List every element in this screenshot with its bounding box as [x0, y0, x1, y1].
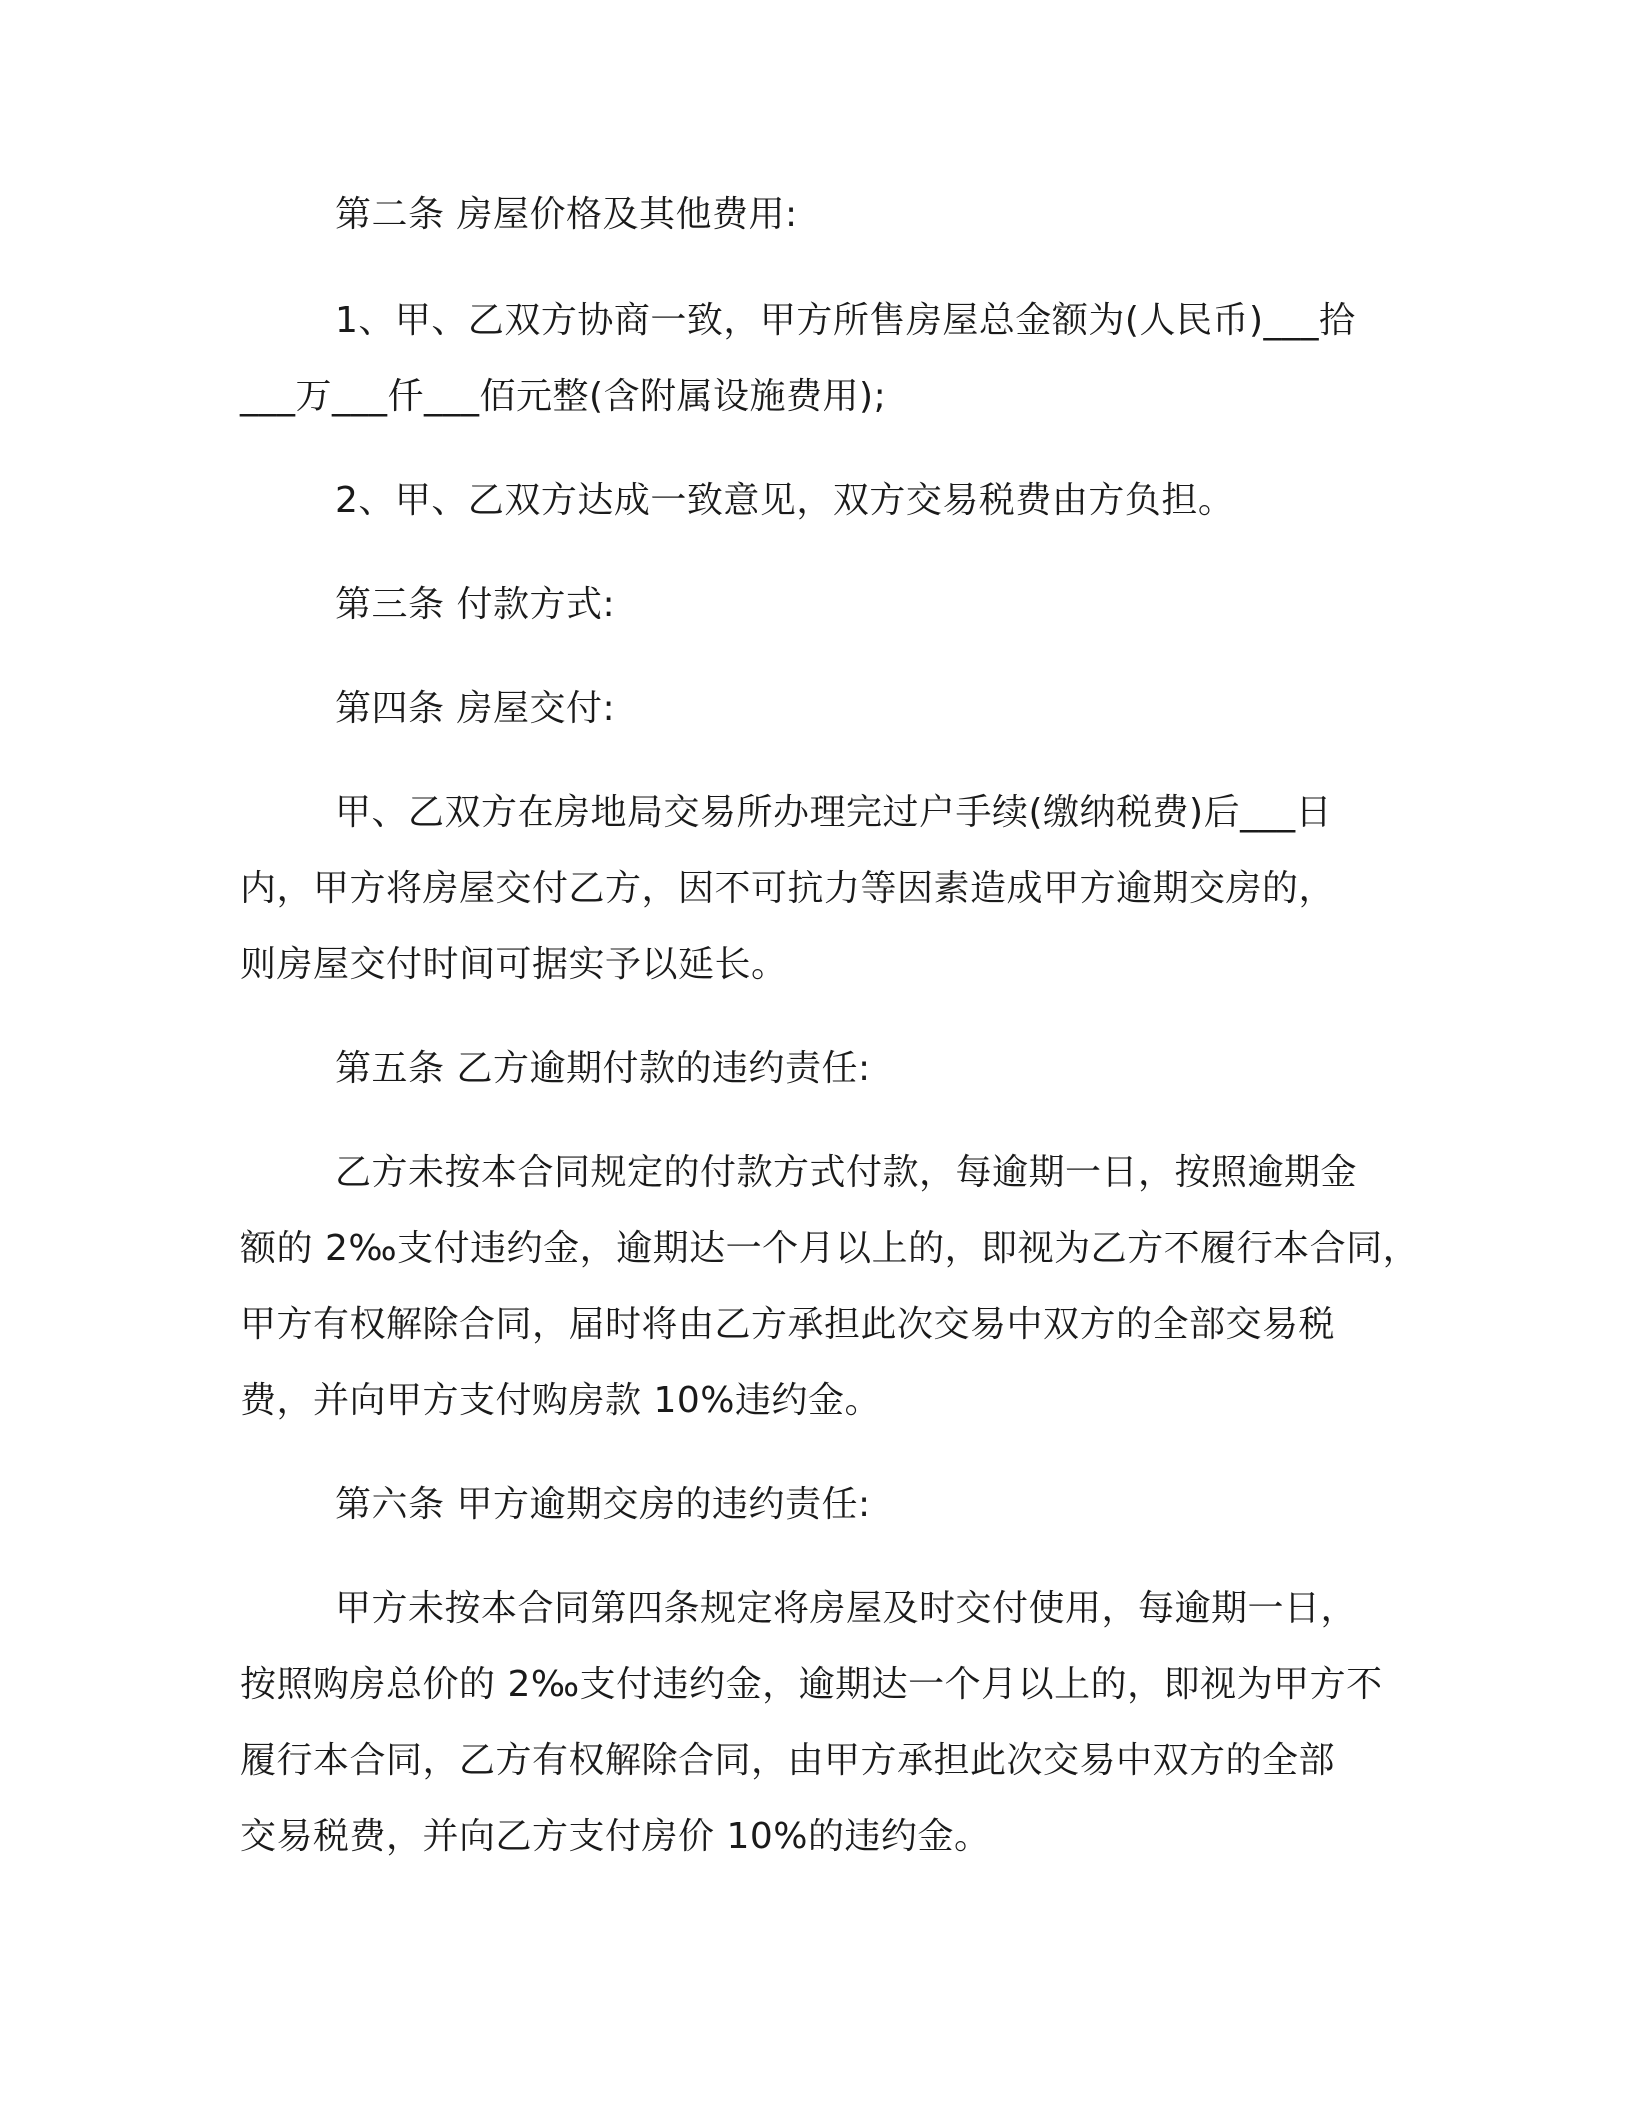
- article-4-body-line-3: 则房屋交付时间可据实予以延长。: [240, 944, 788, 985]
- article-6-body-line-4: 交易税费，并向乙方支付房价 10%的违约金。: [240, 1816, 991, 1857]
- article-6-body-line-1: 甲方未按本合同第四条规定将房屋及时交付使用，每逾期一日，: [335, 1588, 1358, 1629]
- article-5-body-line-4: 费，并向甲方支付购房款 10%违约金。: [240, 1380, 881, 1421]
- article-4-body-line-1: 甲、乙双方在房地局交易所办理完过户手续(缴纳税费)后___日: [335, 792, 1333, 833]
- article-6-body-line-3: 履行本合同，乙方有权解除合同，由甲方承担此次交易中双方的全部: [240, 1740, 1336, 1781]
- article-2-heading: 第二条 房屋价格及其他费用:: [335, 194, 798, 235]
- article-2-item-1-line-1: 1、甲、乙双方协商一致，甲方所售房屋总金额为(人民币)___拾: [335, 300, 1356, 341]
- article-5-body-line-2: 额的 2‰支付违约金，逾期达一个月以上的，即视为乙方不履行本合同，: [240, 1228, 1420, 1269]
- article-6-body-line-2: 按照购房总价的 2‰支付违约金，逾期达一个月以上的，即视为甲方不: [240, 1664, 1383, 1705]
- article-5-heading: 第五条 乙方逾期付款的违约责任:: [335, 1048, 871, 1089]
- article-2-item-2: 2、甲、乙双方达成一致意见，双方交易税费由方负担。: [335, 480, 1235, 521]
- article-5-body-line-3: 甲方有权解除合同，届时将由乙方承担此次交易中双方的全部交易税: [240, 1304, 1336, 1345]
- article-4-body-line-2: 内，甲方将房屋交付乙方，因不可抗力等因素造成甲方逾期交房的，: [240, 868, 1336, 909]
- article-3-heading: 第三条 付款方式:: [335, 584, 616, 625]
- article-6-heading: 第六条 甲方逾期交房的违约责任:: [335, 1484, 871, 1525]
- article-4-heading: 第四条 房屋交付:: [335, 688, 616, 729]
- article-2-item-1-line-2: ___万___仟___佰元整(含附属设施费用);: [240, 376, 887, 417]
- article-5-body-line-1: 乙方未按本合同规定的付款方式付款，每逾期一日，按照逾期金: [335, 1152, 1358, 1193]
